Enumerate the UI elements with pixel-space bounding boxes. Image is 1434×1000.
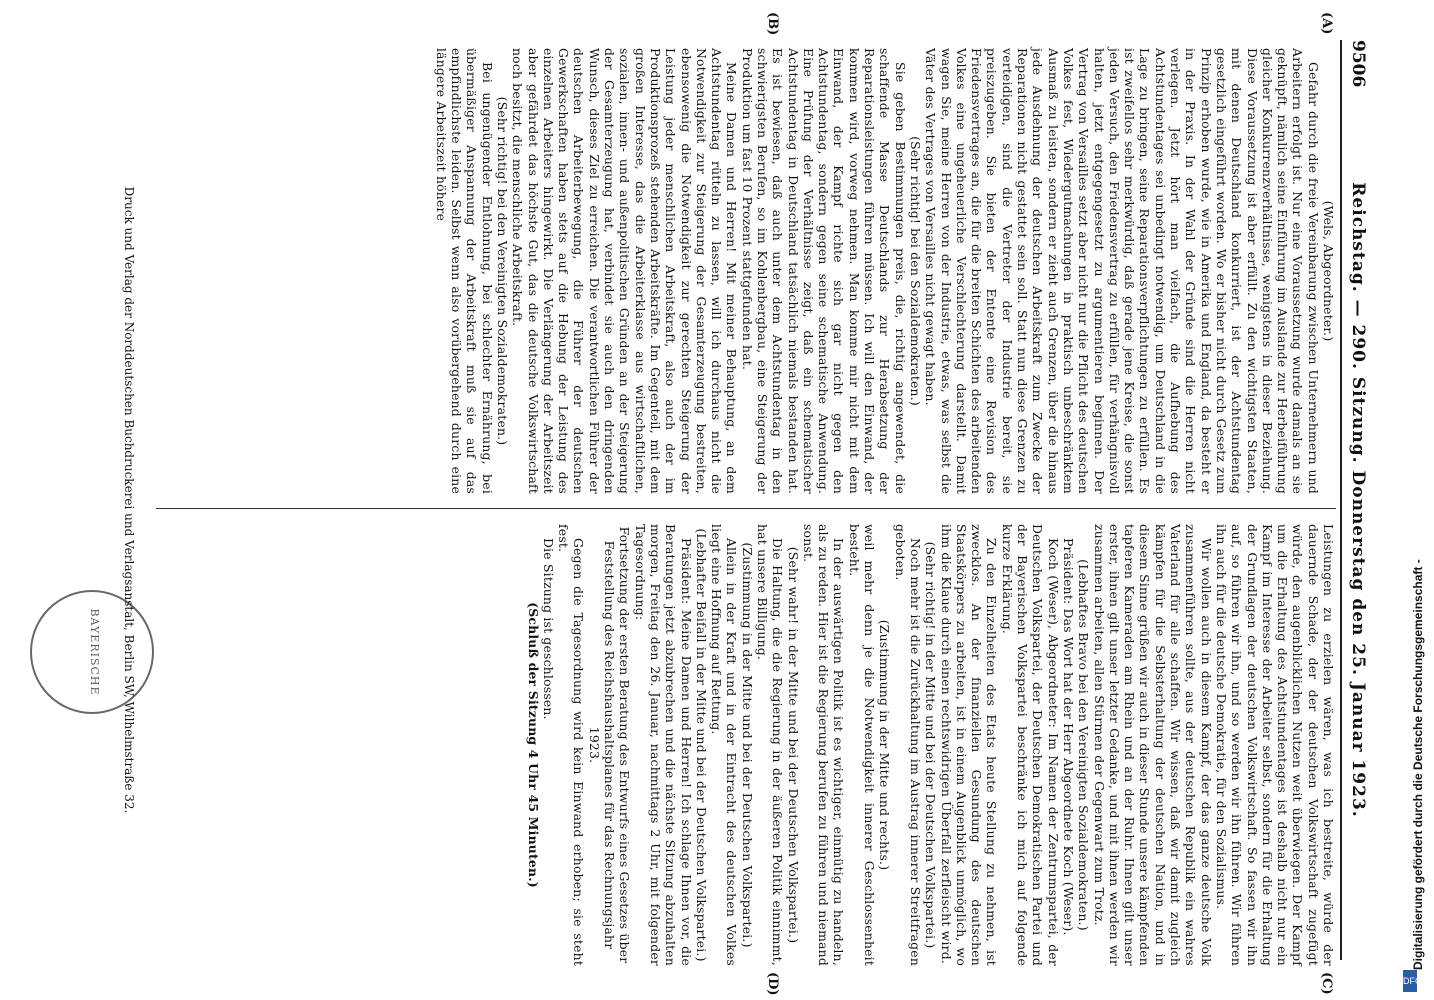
paragraph: In der auswärtigen Politik ist es wichtiger, einmütig zu handeln, als zu reden. Hier ist die Regierung berufen zu führen und niemand sonst. [800, 524, 847, 966]
paragraph: Allein in der Kraft und in der Eintracht des deutschen Volkes liegt eine Hoffnung auf Rettung. [709, 524, 740, 966]
reaction: (Sehr richtig! in der Mitte und bei der Deutschen Volkspartei.) [923, 541, 939, 949]
paragraph: Koch (Weser), Abgeordneter: Im Namen der Zentrumspartei, der Deutschen Volkspartei, der Deutschen Demokratischen Partei und der Bayerischen Volkspartei beschränke ich mich auf folgende kurze Erklärung. [999, 524, 1061, 966]
paragraph: Präsident: Meine Damen und Herren! Ich schlage Ihnen vor, die Beratungen jetzt abzubrechen und die nächste Sitzung abzuhalten morgen, Freitag den 26. Januar, nachmittags 2 Uhr, mit folgender Tagesordnung: [632, 524, 694, 966]
printer-footer: Druck und Verlag der Norddeutschen Buchdruckerei und Verlagsanstalt, Berlin SW, Wilhelmstraße 32. [122, 186, 136, 814]
paragraph: Meine Damen und Herren! Mit meiner Behauptung, an dem Achtstundentag rütteln zu lassen, will ich durchaus nicht die Notwendigkeit zur Steigerung der Gesamterzeugung bestreiten, ebensowenig die Notwendigkeit zur gerechten Steigerung der Leistung jeder menschlichen Arbeitskraft, also auch der im Produktionsprozeß stehenden Arbeitskräfte. Im Gegenteil, mit dem großen Interesse, das die Arbeiterklasse aus wirtschaftlichen, sozialen, innen- und außenpolitischen Gründen an der Steigerung der Gesamterzeugung hat, verbindet sie auch den dringenden Wunsch, dieses Ziel zu erreichen. Die verantwortlichen Führer der deutschen Arbeiterbewegung, die Führer der deutschen Gewerkschaften haben stets auf die Hebung der Leistung des einzelnen Arbeiters hingewirkt. Die Verlängerung der Arbeitszeit aber gefährdet das höchste Gut, das die deutsche Volkswirtschaft noch besitzt, die menschliche Arbeitskraft. [510, 48, 740, 494]
margin-mark-d: (D) [765, 972, 780, 996]
margin-mark-a: (A) [1319, 12, 1334, 35]
paragraph: Präsident: Das Wort hat der Herr Abgeordnete Koch (Weser). [1060, 538, 1076, 936]
paragraph: Gefahr durch die freie Vereinbarung zwischen Unternehmern und Arbeitern erfolgt ist. Nur eine Voraussetzung wurde damals an sie geknüpft, nämlich seine Einführung im Auslande zur Herbeiführung gleicher Konkurrenzverhältnisse, wenigstens in dieser Beziehung. Diese Voraussetzung ist aber erfüllt. Zu den wichtigsten Staaten, mit denen Deutschland konkurriert, ist der Achtstundentag gesetzlich eingeführt worden. Wo er bisher nicht durch Gesetz zum Prinzip erhoben wurde, wie in Amerika und England, da besteht er in der Praxis. In der Wahl der Gründe sind die Herren nicht verlegen. Jetzt hört man vielfach, die Aufhebung des Achtstundentages sei unbedingt notwendig, um Deutschland in die Lage zu bringen, seine Reparationsverpflichtungen zu erfüllen. Es ist zweifellos sehr merkwürdig, daß gerade jene Kreise, die sonst jeden Versuch, den Friedensvertrag zu erfüllen, für verhängnisvoll halten, jetzt entgegengesetzt zu argumentieren beginnen. Der Vertrag von Versailles setzt aber nicht nur die Pflicht des deutschen Volkes fest, Wiedergutmachungen in praktisch unbeschränktem Ausmaß zu leisten, sondern er zieht auch Grenzen, über die hinaus jede Ausdehnung der deutschen Arbeitskraft zum Zwecke der Reparationen nicht gestattet sein soll. Statt nun diese Grenzen zu verteidigen, sind die Vertreter der Industrie bereit, sie preiszugeben. Sie bieten der Entente eine Revision des Friedensvertrages an, die für die breiten Schichten des arbeitenden Volkes eine ungeheuerliche Verschlechterung darstellt. Damit wagen Sie, meine Herren von der Industrie, etwas, was selbst die Väter des Vertrages von Versailles nicht gewagt haben. [923, 48, 1321, 494]
paragraph: weil mehr denn je die Notwendigkeit innerer Geschlossenheit besteht. [846, 524, 878, 966]
dfg-logo-icon: DFG [1403, 970, 1417, 992]
page-number: 9506 [1348, 40, 1368, 88]
paragraph: Zu den Einzelheiten des Etats heute Stellung zu nehmen, ist zwecklos. An der finanziellen Gesundung des deutschen Staatskörpers zu arbeiten, ist in einem Augenblick unmöglich, wo ihm die Klaue durch einen rechtswidrigen Überfall zerfleischt wird. [938, 524, 1000, 966]
paragraph: Leistungen zu erzielen wären, was ich bestreite, würde der dauernde Schade, der der deutschen Volkswirtschaft zugefügt würde, den augenblicklichen Nutzen weit überwiegen. Der Kampf um die Erhaltung des Achtstundentages ist deshalb nicht nur ein Kampf im Interesse der Arbeiter selbst, sondern für die Erhaltung der Grundlagen der deutschen Volkswirtschaft. So fassen wir ihn auf, so führen wir ihn, und so werden wir ihn führen. Wir führen ihn auch für die deutsche Demokratie, für den Sozialismus. [1213, 524, 1336, 966]
page-header [1340, 40, 1372, 960]
speaker-line: (Wels, Abgeordneter.) [1321, 200, 1336, 342]
paragraph: Noch mehr ist die Zurückhaltung im Austrag innerer Streitfragen geboten. [892, 524, 923, 966]
margin-mark-b: (B) [765, 12, 780, 36]
library-stamp: BAYERISCHE [30, 590, 154, 714]
paragraph: Wir wollen auch in diesem Kampf, der das ganze deutsche Volk zusammenführen sollte, aus der deutschen Republik ein wahres Vaterland für alle schaffen. Wir wissen, daß wir damit zugleich kämpfen für die Selbsterhaltung der deutschen Nation, und in diesem Sinne grüßen wir auch in dieser Stunde unsere kämpfenden tapferen Kameraden am Rhein und an der Ruhr. Ihnen gilt unser erster, ihnen gilt unser letzter Gedanke, und mit ihnen werden wir zusammen arbeiten, allen Stürmen der Gegenwart zum Trotz. [1091, 524, 1214, 966]
reaction: (Zustimmung in der Mitte und bei der Deutschen Volkspartei.) [739, 542, 755, 948]
page-title: Reichstag. — 290. Sitzung. Donnerstag den 25. Januar 1923. [1348, 182, 1368, 818]
paragraph: Bei ungenügender Entlohnung, bei schlechter Ernährung, bei übermäßiger Anspannung der Arbeitskraft muß sie auf das empfindlichste leiden. Selbst wenn also vorübergehend durch eine längere Arbeitszeit höhere [433, 48, 495, 494]
margin-mark-c: (C) [1319, 972, 1334, 995]
reaction: (Zustimmung in der Mitte und rechts.) [877, 619, 893, 871]
reaction: (Lebhafter Beifall in der Mitte und bei der Deutschen Volkspartei.) [693, 528, 709, 962]
reaction: (Sehr wahr! in der Mitte und bei der Deutschen Volkspartei.) [785, 546, 801, 944]
digitization-sidebar [1400, 0, 1434, 1000]
sidebar-credit: Digitalisierung gefördert durch die Deutsche Forschungsgemeinschaft - [1411, 559, 1425, 970]
column-divider [156, 508, 1336, 509]
paragraph: Gegen die Tagesordnung wird kein Einwand erhoben; sie steht fest. [556, 524, 587, 966]
reaction: (Sehr richtig! bei den Sozialdemokraten.) [907, 136, 923, 406]
paragraph: Die Haltung, die die Regierung in der äußeren Politik einnimmt, hat unsere Billigung. [755, 524, 786, 966]
reaction: (Sehr richtig! bei den Vereinigten Sozialdemokraten.) [494, 96, 510, 446]
left-column [433, 48, 1336, 494]
right-column [525, 524, 1336, 966]
paragraph: Die Sitzung ist geschlossen. [540, 538, 556, 720]
session-end: (Schluß der Sitzung 4 Uhr 45 Minuten.) [525, 602, 541, 888]
agenda-item: Fortsetzung der ersten Beratung des Entwurfs eines Gesetzes über Feststellung des Reichshaushaltsplanes für das Rechnungsjahr 1923. [586, 526, 633, 964]
paragraph: Sie geben Bestimmungen preis, die, richtig angewendet, die schaffende Masse Deutschlands zur Herabsetzung der Reparationsleistungen führen müssen. Ich will den Einwand, der kommen wird, vorweg nehmen. Man komme mir nicht mit dem Einwand, der Kampf richte sich gar nicht gegen den Achtstundentag, sondern gegen seine schematische Anwendung. Eine Prüfung der Verhältnisse zeigt, daß ein schematischer Achtstundentag in Deutschland tatsächlich niemals bestanden hat. Es ist bewiesen, daß auch unter dem Achtstundentag in den schwierigsten Berufen, so im Kohlenbergbau, eine Steigerung der Produktion um fast 10 Prozent stattgefunden hat. [739, 48, 908, 494]
reaction: (Lebhaftes Bravo bei den Vereinigten Sozialdemokraten.) [1076, 559, 1092, 931]
